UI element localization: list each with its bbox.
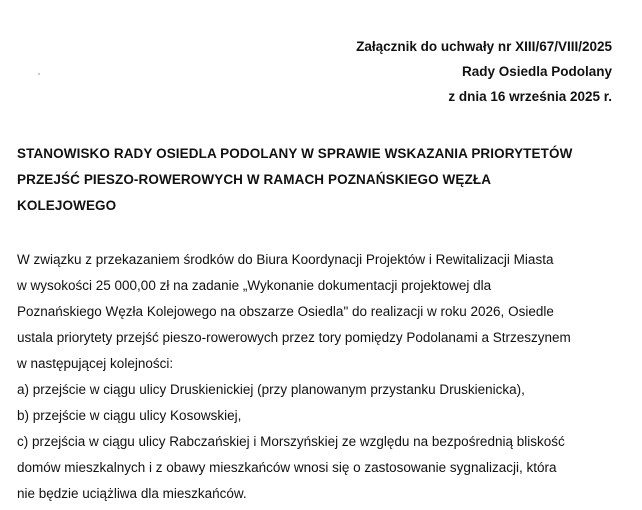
- list-item-a: a) przejście w ciągu ulicy Druskienickiej (przy planowanym przystanku Druskienicka),: [17, 382, 525, 397]
- document-body: [17, 247, 627, 507]
- body-line: w wysokości 25 000,00 zł na zadanie „Wykonanie dokumentacji projektowej dla: [17, 278, 492, 293]
- title-line: PRZEJŚĆ PIESZO-ROWEROWYCH W RAMACH POZNAŃSKIEGO WĘZŁA: [17, 172, 492, 187]
- attachment-date: z dnia 16 września 2025 r.: [448, 89, 612, 104]
- body-line: ustala priorytety przejść pieszo-rowerowych przez tory pomiędzy Podolanami a Strzeszynem: [17, 330, 571, 345]
- body-line: domów mieszkalnych i z obawy mieszkańców wnosi się o zastosowanie sygnalizacji, która: [17, 460, 557, 475]
- list-item-b: b) przejście w ciągu ulicy Kosowskiej,: [17, 408, 242, 423]
- title-line: KOLEJOWEGO: [17, 198, 117, 213]
- scan-speck: [38, 73, 40, 75]
- attachment-header: [356, 34, 612, 109]
- attachment-council-name: Rady Osiedla Podolany: [461, 64, 612, 79]
- body-line: Poznańskiego Węzła Kolejowego na obszarze Osiedla" do realizacji w roku 2026, Osiedle: [17, 304, 554, 319]
- list-item-c: c) przejścia w ciągu ulicy Rabczańskiej i Morszyńskiej ze względu na bezpośrednią bliskość: [17, 434, 565, 449]
- body-line: w następującej kolejności:: [17, 356, 174, 371]
- attachment-resolution-number: Załącznik do uchwały nr XIII/67/VIII/2025: [356, 39, 612, 54]
- document-title: [17, 141, 622, 219]
- body-line: W związku z przekazaniem środków do Biura Koordynacji Projektów i Rewitalizacji Miasta: [17, 252, 554, 267]
- title-line: STANOWISKO RADY OSIEDLA PODOLANY W SPRAWIE WSKAZANIA PRIORYTETÓW: [17, 146, 573, 161]
- body-line: nie będzie uciążliwa dla mieszkańców.: [17, 486, 247, 501]
